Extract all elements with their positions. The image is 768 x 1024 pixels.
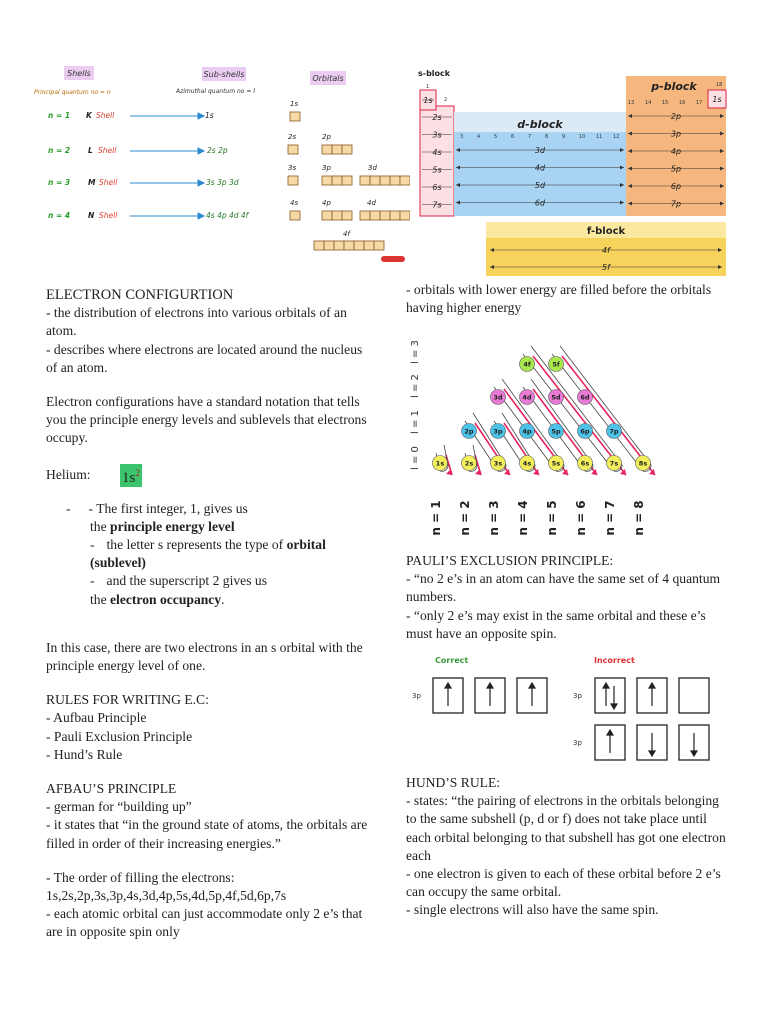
aufbau-orbital-label: 3p xyxy=(493,427,503,436)
block-row-label: 2p xyxy=(670,112,682,121)
d-block-label: d-block xyxy=(517,118,563,131)
p-group-number: 13 xyxy=(628,100,635,106)
pauli-title: PAULI’S EXCLUSION PRINCIPLE: xyxy=(406,553,614,568)
orbital-box xyxy=(314,241,324,250)
d-group-number: 11 xyxy=(596,134,603,140)
orbital-box xyxy=(322,176,332,185)
orbital-box xyxy=(400,211,410,220)
orbital-box xyxy=(290,211,300,220)
orbital-box xyxy=(360,176,370,185)
orbital-box xyxy=(380,211,390,220)
aufbau-orbital-label: 6d xyxy=(580,393,590,402)
s-row-label: 3s xyxy=(432,130,442,140)
p-block-label: p-block xyxy=(651,80,697,93)
block-row-label: 5d xyxy=(534,181,546,190)
orbital-box xyxy=(354,241,364,250)
s-row-label: 6s xyxy=(432,183,442,192)
s-row-label: 7s xyxy=(432,200,442,210)
block-row-label: 6d xyxy=(534,198,546,208)
helium-explanation xyxy=(66,500,396,609)
orb-label: 3d xyxy=(368,164,377,172)
orb-label: 1s xyxy=(290,100,299,108)
aufbau-orbital-label: 8s xyxy=(638,459,648,468)
l-label: l = 1 xyxy=(410,410,421,434)
block-row-label: 4d xyxy=(534,163,546,173)
orbital-3p-label: 3p xyxy=(573,739,582,747)
d-group-number: 10 xyxy=(579,134,586,140)
n-label: n = 1 xyxy=(429,500,443,536)
bullet-1a: - The first integer, 1, gives us xyxy=(88,500,248,516)
helium-line xyxy=(46,466,376,488)
d-group-number: 5 xyxy=(494,134,498,140)
d-group-number: 6 xyxy=(511,134,515,140)
aufbau-diagram xyxy=(406,340,706,540)
aufbau-orbital-label: 6p xyxy=(580,427,590,436)
l-label: l = 2 xyxy=(410,374,421,398)
sub-1: 1s xyxy=(205,111,214,120)
shell-word: Shell xyxy=(99,211,118,220)
orbital-box xyxy=(342,211,352,220)
aufbau-orbital-label: 5s xyxy=(551,459,561,468)
left-column xyxy=(46,286,376,942)
orbital-box xyxy=(344,241,354,250)
orbital-box xyxy=(370,211,380,220)
orb-label: 3s xyxy=(288,164,297,172)
n-label: n = 6 xyxy=(574,500,588,536)
bullet-3a: and the superscript 2 gives us xyxy=(106,573,267,589)
hund-3: - single electrons will also have the same spin. xyxy=(406,902,659,918)
aufbau-orbital-label: 2s xyxy=(464,459,474,468)
group-1: 1 xyxy=(426,84,430,90)
orbital-box xyxy=(334,241,344,250)
periodic-blocks-figure xyxy=(410,66,730,280)
orbital-3p-label: 3p xyxy=(412,692,421,700)
orbital-3p-label: 3p xyxy=(573,692,582,700)
section-title-ec: ELECTRON CONFIGURTION xyxy=(46,287,234,303)
s-row-label: 2s xyxy=(432,113,442,122)
p-group-number: 14 xyxy=(645,100,652,106)
block-row-label: 3d xyxy=(534,146,546,155)
bullet-3-bold: electron occupancy xyxy=(110,591,222,607)
afbau-1: - german for “building up” xyxy=(46,799,192,815)
order-2: 1s,2s,2p,3s,3p,4s,3d,4p,5s,4d,5p,4f,5d,6p,7s xyxy=(46,888,287,904)
rule-item: - Pauli Exclusion Principle xyxy=(46,728,193,744)
aufbau-orbital-label: 6s xyxy=(580,459,590,468)
n2: n = 2 xyxy=(48,146,71,155)
aufbau-orbital-label: 5f xyxy=(552,360,560,369)
aufbau-orbital-label: 5p xyxy=(551,427,561,436)
block-row-label: 3p xyxy=(670,129,682,139)
shell-n: N xyxy=(88,211,95,220)
bullet-2-bold: orbital xyxy=(286,537,326,553)
aufbau-orbital-label: 3s xyxy=(493,459,503,468)
sub-4: 4s 4p 4d 4f xyxy=(206,211,249,220)
orbital-box xyxy=(370,176,380,185)
hund-section xyxy=(406,774,726,920)
d-group-number: 3 xyxy=(460,134,464,140)
n-label: n = 5 xyxy=(545,500,559,536)
block-row-label: 6p xyxy=(670,182,682,191)
p-group-number: 15 xyxy=(662,100,669,106)
orbital-box xyxy=(390,211,400,220)
d-group-number: 7 xyxy=(528,134,532,140)
hund-2: - one electron is given to each of these orbital before 2 e’s can occupy the same orbital. xyxy=(406,866,721,900)
s-row-label: 4s xyxy=(432,148,442,157)
orb-label: 4s xyxy=(290,199,299,207)
orbital-box xyxy=(374,241,384,250)
orbital-box xyxy=(322,211,332,220)
block-row-label: 5p xyxy=(670,164,682,174)
shell-m: M xyxy=(88,178,96,187)
d-group-number: 8 xyxy=(545,134,549,140)
shell-word: Shell xyxy=(96,111,115,120)
pauli-2: - “only 2 e’s may exist in the same orbital and these e’s must have an opposite spin. xyxy=(406,607,706,641)
p-group-number: 16 xyxy=(679,100,686,106)
orbital-box xyxy=(288,145,298,154)
correct-label: Correct xyxy=(435,656,469,665)
orbital-box xyxy=(400,176,410,185)
hund-1: - states: “the pairing of electrons in the orbitals belonging to the same subshell (p, d or f) does not take place until each orbital belonging to that subshell has got one electron each xyxy=(406,793,726,863)
orbital-box xyxy=(364,241,374,250)
azimuthal-label: Azimuthal quantum no = l xyxy=(176,88,255,95)
principal-label: Principal quantum no = n xyxy=(34,89,111,96)
ec-definition-2: - describes where electrons are located around the nucleus of an atom. xyxy=(46,341,363,375)
orbital-box xyxy=(332,176,342,185)
orb-label: 4d xyxy=(367,199,376,207)
shells-figure xyxy=(30,60,410,275)
bullet-1b: the xyxy=(90,518,107,534)
orbital-box xyxy=(324,241,334,250)
orb-label: 2s xyxy=(288,133,297,141)
pauli-boxes-figure xyxy=(406,650,726,770)
n-label: n = 4 xyxy=(516,500,530,536)
s-row-label: 5s xyxy=(432,165,442,175)
bullet-3b: the xyxy=(90,591,107,607)
helium-base: 1s xyxy=(122,469,136,486)
s-row-label: 1s xyxy=(423,96,433,105)
aufbau-orbital-label: 1s xyxy=(435,459,445,468)
rules-title: RULES FOR WRITING E.C: xyxy=(46,692,209,708)
aufbau-orbital-label: 4p xyxy=(522,427,532,436)
shell-word: Shell xyxy=(98,146,117,155)
n-label: n = 8 xyxy=(632,500,646,536)
orbital-box xyxy=(380,176,390,185)
s-block-label: s-block xyxy=(418,69,451,78)
group-18: 18 xyxy=(716,82,723,88)
orbital-box xyxy=(332,145,342,154)
l-label: l = 0 xyxy=(410,446,421,470)
n3: n = 3 xyxy=(48,178,71,187)
block-row-label: 7p xyxy=(670,199,682,209)
n-label: n = 7 xyxy=(603,500,617,536)
orb-label: 4p xyxy=(322,199,331,207)
bullet-3-end: . xyxy=(221,591,225,607)
orbital-box xyxy=(332,211,342,220)
helium-config xyxy=(120,464,142,487)
l-label: l = 3 xyxy=(410,340,421,364)
aufbau-orbital-label: 7p xyxy=(609,427,619,436)
sub-2: 2s 2p xyxy=(207,146,228,155)
group-2: 2 xyxy=(444,97,448,103)
order-3: - each atomic orbital can just accommodate only 2 e’s that are in opposite spin only xyxy=(46,906,363,940)
pauli-section xyxy=(406,552,726,643)
aufbau-orbital-label: 3d xyxy=(493,393,503,402)
ec-notation: Electron configurations have a standard notation that tells you the principle energy levels and sublevels that electrons occupy. xyxy=(46,394,367,446)
shell-word: Shell xyxy=(99,178,118,187)
orb-label: 3p xyxy=(322,164,331,172)
d-group-number: 12 xyxy=(613,134,620,140)
bullet-2-bold2: (sublevel) xyxy=(90,555,146,571)
aufbau-orbital-label: 4s xyxy=(522,459,532,468)
shells-header: Shells xyxy=(67,69,91,78)
ec-definition-1: - the distribution of electrons into various orbitals of an atom. xyxy=(46,305,347,339)
orbital-box xyxy=(342,176,352,185)
aufbau-orbital-label: 5d xyxy=(551,393,561,402)
orb-label: 2p xyxy=(322,133,331,141)
helium-label: Helium: xyxy=(46,466,91,482)
subshells-header: Sub-shells xyxy=(203,70,245,79)
orb-label: 4f xyxy=(343,230,350,238)
incorrect-label: Incorrect xyxy=(594,656,635,665)
outer-dash: - xyxy=(66,500,71,516)
sub-3: 3s 3p 3d xyxy=(206,178,239,187)
orbital-box xyxy=(288,176,298,185)
afbau-title: AFBAU’S PRINCIPLE xyxy=(46,781,177,797)
shell-l: L xyxy=(88,146,93,155)
d-group-number: 4 xyxy=(477,134,481,140)
n-label: n = 3 xyxy=(487,500,501,536)
orbital-box xyxy=(322,145,332,154)
orbital-box xyxy=(290,112,300,121)
dash: - xyxy=(90,537,95,553)
orbital-box xyxy=(360,211,370,220)
shell-k: K xyxy=(86,111,92,120)
block-row-label: 4f xyxy=(602,246,610,255)
aufbau-orbital-label: 7s xyxy=(609,459,619,468)
lower-energy-text: - orbitals with lower energy are filled before the orbitals having higher energy xyxy=(406,282,712,316)
he-1s: 1s xyxy=(712,95,722,104)
hund-title: HUND’S RULE: xyxy=(406,775,501,790)
dash: - xyxy=(90,573,95,589)
n-label: n = 2 xyxy=(458,500,472,536)
rule-item: - Aufbau Principle xyxy=(46,710,147,726)
d-group-number: 9 xyxy=(562,134,566,140)
orbitals-header: Orbitals xyxy=(312,74,344,83)
order-1: - The order of filling the electrons: xyxy=(46,869,235,885)
p-group-number: 17 xyxy=(696,100,703,106)
afbau-2: - it states that “in the ground state of atoms, the orbitals are filled in order of their increasing energies.” xyxy=(46,817,368,851)
aufbau-orbital-label: 4f xyxy=(523,360,531,369)
orbital-box xyxy=(390,176,400,185)
aufbau-orbital-label: 2p xyxy=(464,427,474,436)
block-row-label: 5f xyxy=(602,263,610,272)
orbital-box xyxy=(342,145,352,154)
helium-sup: 2 xyxy=(135,467,140,478)
n4: n = 4 xyxy=(48,211,71,220)
block-row-label: 4p xyxy=(670,147,682,156)
bullet-2a: the letter s represents the type of xyxy=(106,537,284,553)
right-lower-energy xyxy=(406,281,726,317)
helium-case: In this case, there are two electrons in an s orbital with the principle energy level of one. xyxy=(46,639,363,674)
bullet-1-bold: principle energy level xyxy=(110,518,235,534)
rule-item: - Hund’s Rule xyxy=(46,746,123,762)
aufbau-orbital-label: 4d xyxy=(522,393,532,402)
pauli-1: - “no 2 e’s in an atom can have the same set of 4 quantum numbers. xyxy=(406,571,721,605)
n1: n = 1 xyxy=(48,111,71,120)
f-block-label: f-block xyxy=(586,226,626,237)
